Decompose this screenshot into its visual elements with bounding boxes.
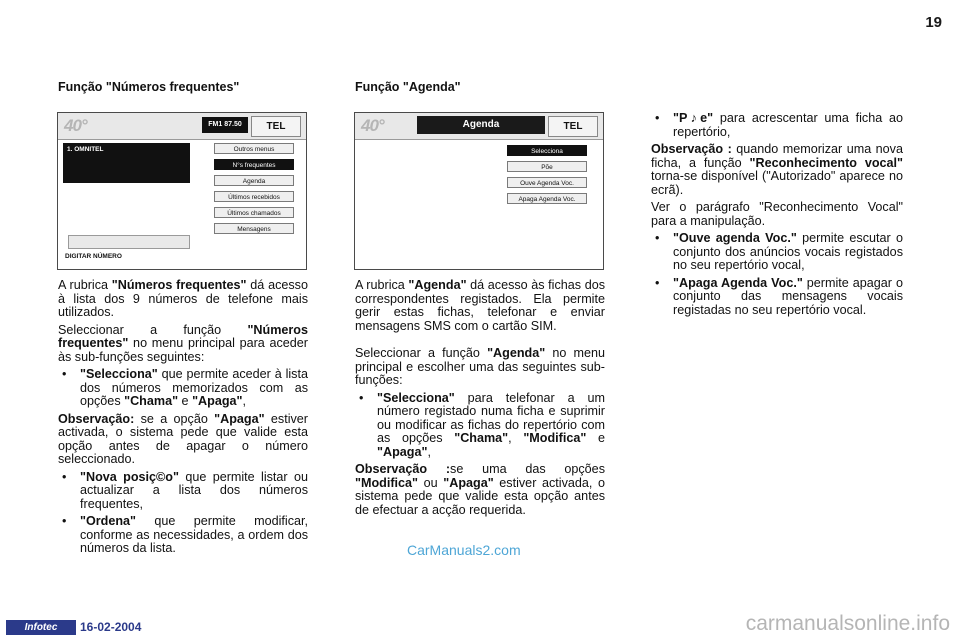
page-number: 19 (925, 14, 942, 31)
bullet-item (651, 232, 903, 273)
text: ou (418, 475, 444, 490)
text: para telefonar a um número registado numa ficha e suprimir ou modificar as fichas do repertório com as opções (377, 390, 605, 445)
paragraph (58, 279, 308, 320)
text: se uma das opções (450, 462, 605, 476)
text: estiver activada, o sistema pede que valide esta opção antes de efectuar a acção requerida. (355, 475, 605, 517)
screen-menu-item: Últimos chamados (214, 207, 294, 218)
text: que permite listar ou actualizar a lista dos números frequentes, (80, 469, 308, 511)
text: se a opção (134, 411, 215, 426)
screen-logo: 40° (64, 116, 87, 135)
text-bold: "Ouve agenda Voc." (673, 231, 797, 245)
bullet-dot: • (655, 111, 660, 125)
bullet-item (58, 368, 308, 409)
footer-site-link[interactable]: carmanualsonline.info (745, 612, 950, 635)
screen-menu-item: Mensagens (214, 223, 294, 234)
text: A rubrica (355, 278, 409, 292)
text: torna-se disponível ("Autorizado" aparece no ecrã). (651, 169, 903, 197)
screen-menu-item: Outros menus (214, 143, 294, 154)
text-bold: "Nova posiç©o" (80, 469, 179, 484)
text-bold: "Selecciona" (377, 390, 455, 405)
screen-logo: 40° (361, 116, 384, 135)
text: Seleccionar a função (58, 322, 248, 337)
screen-menu-item: Apaga Agenda Voc. (507, 193, 587, 204)
text: e (586, 431, 605, 445)
text: permite escutar o conjunto dos anúncios vocais registados no seu repertório vocal, (673, 231, 903, 272)
text-bold: "Chama" (124, 394, 179, 408)
screen-menu-item: Últimos recebidos (214, 191, 294, 202)
text-bold: "Reconhecimento vocal" (749, 155, 903, 170)
bullet-dot: • (655, 231, 660, 245)
screen-title: Agenda (417, 116, 545, 134)
text: no menu principal para aceder às sub-funções seguintes: (58, 336, 308, 364)
bullet-dot: • (62, 514, 67, 528)
text-bold: "Apaga" (192, 394, 243, 408)
text-bold: "Ordena" (80, 514, 137, 528)
text-bold: "Apaga" (214, 411, 265, 426)
text-bold: "Chama" (454, 431, 509, 445)
text: permite apagar o conjunto das mensagens vocais registadas no seu repertório vocal. (673, 275, 903, 317)
entry-display: 1. OMNITEL (63, 143, 190, 183)
screen-menu-item: Selecciona (507, 145, 587, 156)
screen-numeros-frequentes (57, 112, 307, 270)
text-bold: Observação : (651, 142, 732, 156)
text: quando memorizar uma nova ficha, a função (651, 142, 903, 170)
bullet-item (651, 112, 903, 139)
text: , (508, 431, 524, 445)
bullet-item (58, 515, 308, 556)
text: e (178, 394, 193, 408)
bullet-item (651, 277, 903, 318)
text-bold: Observação : (355, 462, 451, 476)
watermark-link[interactable]: CarManuals2.com (407, 542, 521, 558)
text-bold: "Apaga Agenda Voc." (673, 275, 803, 290)
paragraph (355, 347, 605, 388)
bullet-dot: • (62, 469, 67, 484)
screen-menu-item: Ouve Agenda Voc. (507, 177, 587, 188)
text-bold: "Modifica" (355, 475, 419, 490)
bullet-item (355, 392, 605, 460)
screen-header (58, 113, 306, 140)
input-label: DIGITAR NÚMERO (65, 253, 122, 260)
text-bold: "P♪e" (673, 111, 714, 125)
text-bold: Observação: (58, 411, 135, 426)
bullet-dot: • (359, 390, 364, 405)
text: , (427, 444, 431, 459)
text: que permite modificar, conforme as necessidades, a ordem dos números da lista. (80, 514, 308, 555)
screen-menu-item: Agenda (214, 175, 294, 186)
footer-date: 16-02-2004 (80, 620, 142, 634)
paragraph (58, 324, 308, 365)
middle-text (355, 279, 605, 521)
text-bold: "Números frequentes" (58, 322, 308, 350)
text: que permite aceder à lista dos números memorizados com as opções (80, 367, 308, 408)
text-bold: "Modifica" (523, 431, 587, 445)
text-bold: "Agenda" (408, 278, 467, 292)
right-text (651, 112, 903, 321)
tel-label: TEL (548, 116, 598, 137)
text: dá acesso às fichas dos correspondentes registados. Ela permite gerir estas fichas, telefonar e enviar mensagens SMS com o cartão SIM. (355, 278, 605, 333)
text-bold: "Números frequentes" (111, 278, 247, 292)
footer-logo: Infotec (6, 620, 76, 635)
screen-agenda (354, 112, 604, 270)
bullet-item (58, 471, 308, 512)
screen-menu-item: N°s frequentes (214, 159, 294, 170)
observation (651, 143, 903, 197)
tel-label: TEL (251, 116, 301, 137)
text-bold: "Selecciona" (80, 367, 158, 381)
text-bold: "Apaga" (443, 475, 494, 490)
text: para acrescentar uma ficha ao repertório, (673, 111, 903, 139)
text: dá acesso à lista dos 9 números de telefone mais utilizados. (58, 278, 308, 319)
left-text (58, 279, 308, 560)
radio-display: FM1 87.50 (202, 117, 248, 133)
text-bold: "Agenda" (487, 346, 546, 360)
text-bold: "Apaga" (377, 444, 428, 459)
screen-header (355, 113, 603, 140)
paragraph (355, 279, 605, 333)
text: no menu principal e escolher uma das seguintes sub-funções: (355, 346, 605, 387)
observation (58, 413, 308, 467)
section-title-agenda: Função "Agenda" (355, 80, 461, 94)
text: , (242, 394, 246, 408)
number-input (68, 235, 190, 249)
bullet-dot: • (62, 367, 67, 381)
text: A rubrica (58, 278, 112, 292)
screen-menu-item: Põe (507, 161, 587, 172)
bullet-dot: • (655, 275, 660, 290)
text: estiver activada, o sistema pede que valide esta opção antes de apagar o número seleccionado. (58, 411, 308, 466)
section-title-numeros: Função "Números frequentes" (58, 80, 240, 94)
paragraph: Ver o parágrafo "Reconhecimento Vocal" para a manipulação. (651, 200, 903, 228)
text: Seleccionar a função (355, 346, 488, 360)
observation (355, 463, 605, 517)
